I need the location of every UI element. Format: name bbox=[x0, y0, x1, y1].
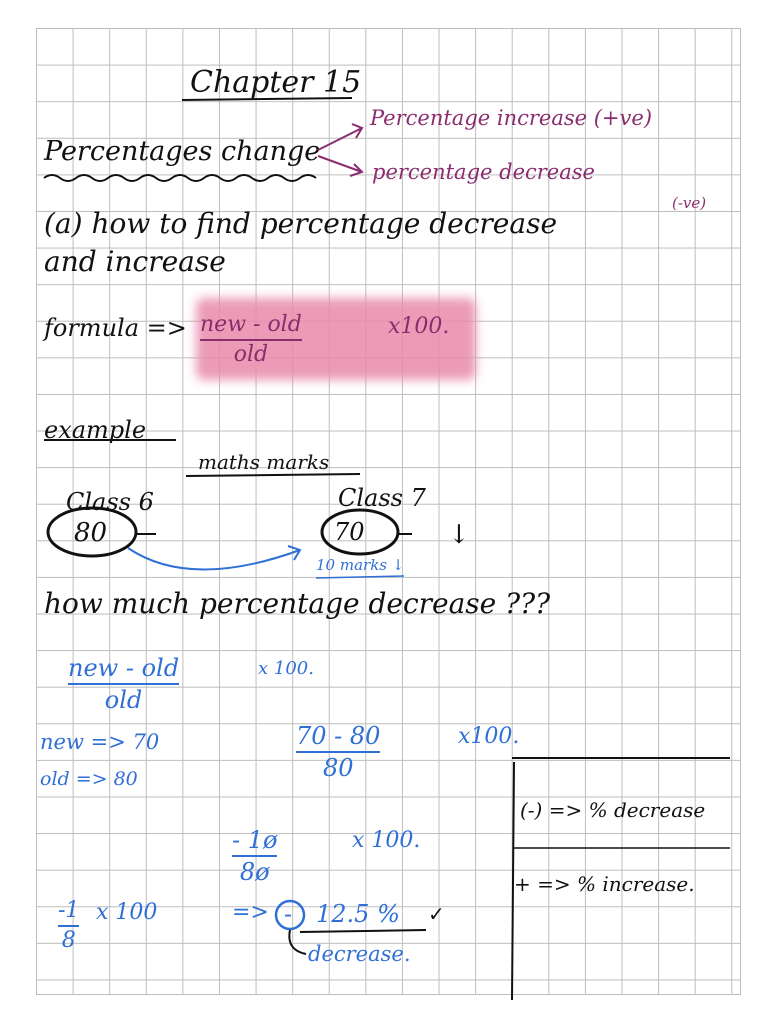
solution-formula-multiplier: x 100. bbox=[258, 658, 314, 679]
result-value: 12.5 % bbox=[316, 900, 400, 928]
step1-bar bbox=[296, 751, 380, 753]
class6-value: 80 bbox=[74, 518, 108, 548]
class7-value: 70 bbox=[334, 518, 365, 546]
question-text: how much percentage decrease ??? bbox=[44, 587, 551, 620]
solution-formula-denominator: old bbox=[104, 686, 143, 714]
branch-increase: Percentage increase (+ve) bbox=[370, 106, 653, 130]
formula-fraction-bar bbox=[200, 339, 302, 341]
step2-denominator: 8ø bbox=[239, 858, 270, 886]
step1-denominator: 80 bbox=[322, 754, 354, 782]
solution-formula-numerator: new - old bbox=[68, 654, 180, 682]
step1-fraction bbox=[296, 724, 380, 780]
branch-decrease-sign: (-ve) bbox=[672, 194, 707, 212]
step3-bar bbox=[58, 925, 79, 927]
section-a-line2: and increase bbox=[44, 245, 226, 278]
topic-title: Percentages change bbox=[44, 136, 321, 167]
example-label: example bbox=[44, 416, 147, 444]
step2-multiplier: x 100. bbox=[352, 828, 421, 853]
step3-multiplier: x 100 bbox=[96, 900, 158, 925]
formula-fraction bbox=[200, 314, 302, 366]
class6-label: Class 6 bbox=[66, 488, 154, 516]
negative-rule: (-) => % decrease bbox=[520, 798, 706, 822]
formula-multiplier: x100. bbox=[388, 314, 450, 339]
solution-formula-bar bbox=[68, 683, 179, 685]
example-subtitle: maths marks bbox=[198, 450, 330, 474]
result-note: decrease. bbox=[308, 942, 411, 966]
solution-formula-fraction bbox=[68, 656, 179, 712]
branch-decrease: percentage decrease bbox=[372, 160, 595, 184]
formula-numerator: new - old bbox=[200, 312, 302, 337]
class7-label: Class 7 bbox=[338, 484, 426, 512]
chapter-title: Chapter 15 bbox=[190, 65, 362, 100]
positive-rule: + => % increase. bbox=[514, 872, 695, 896]
step1-multiplier: x100. bbox=[458, 724, 520, 749]
down-arrow: ↓ bbox=[448, 520, 470, 550]
formula-denominator: old bbox=[233, 342, 269, 367]
result-minus-sign: - bbox=[284, 900, 293, 928]
step2-numerator: - 1ø bbox=[232, 826, 278, 854]
step1-numerator: 70 - 80 bbox=[296, 722, 381, 750]
step3-fraction bbox=[58, 900, 79, 952]
formula-label: formula => bbox=[44, 314, 187, 342]
step3-numerator: -1 bbox=[58, 898, 80, 923]
difference-note: 10 marks ↓ bbox=[316, 556, 405, 574]
section-a-line1: (a) how to find percentage decrease bbox=[44, 207, 558, 240]
step2-fraction bbox=[232, 828, 277, 884]
new-value-line: new => 70 bbox=[40, 730, 160, 754]
check-mark: ✓ bbox=[428, 902, 445, 926]
step2-bar bbox=[232, 855, 277, 857]
old-value-line: old => 80 bbox=[40, 768, 138, 790]
implies-sign: => bbox=[232, 900, 269, 925]
step3-denominator: 8 bbox=[61, 928, 76, 953]
